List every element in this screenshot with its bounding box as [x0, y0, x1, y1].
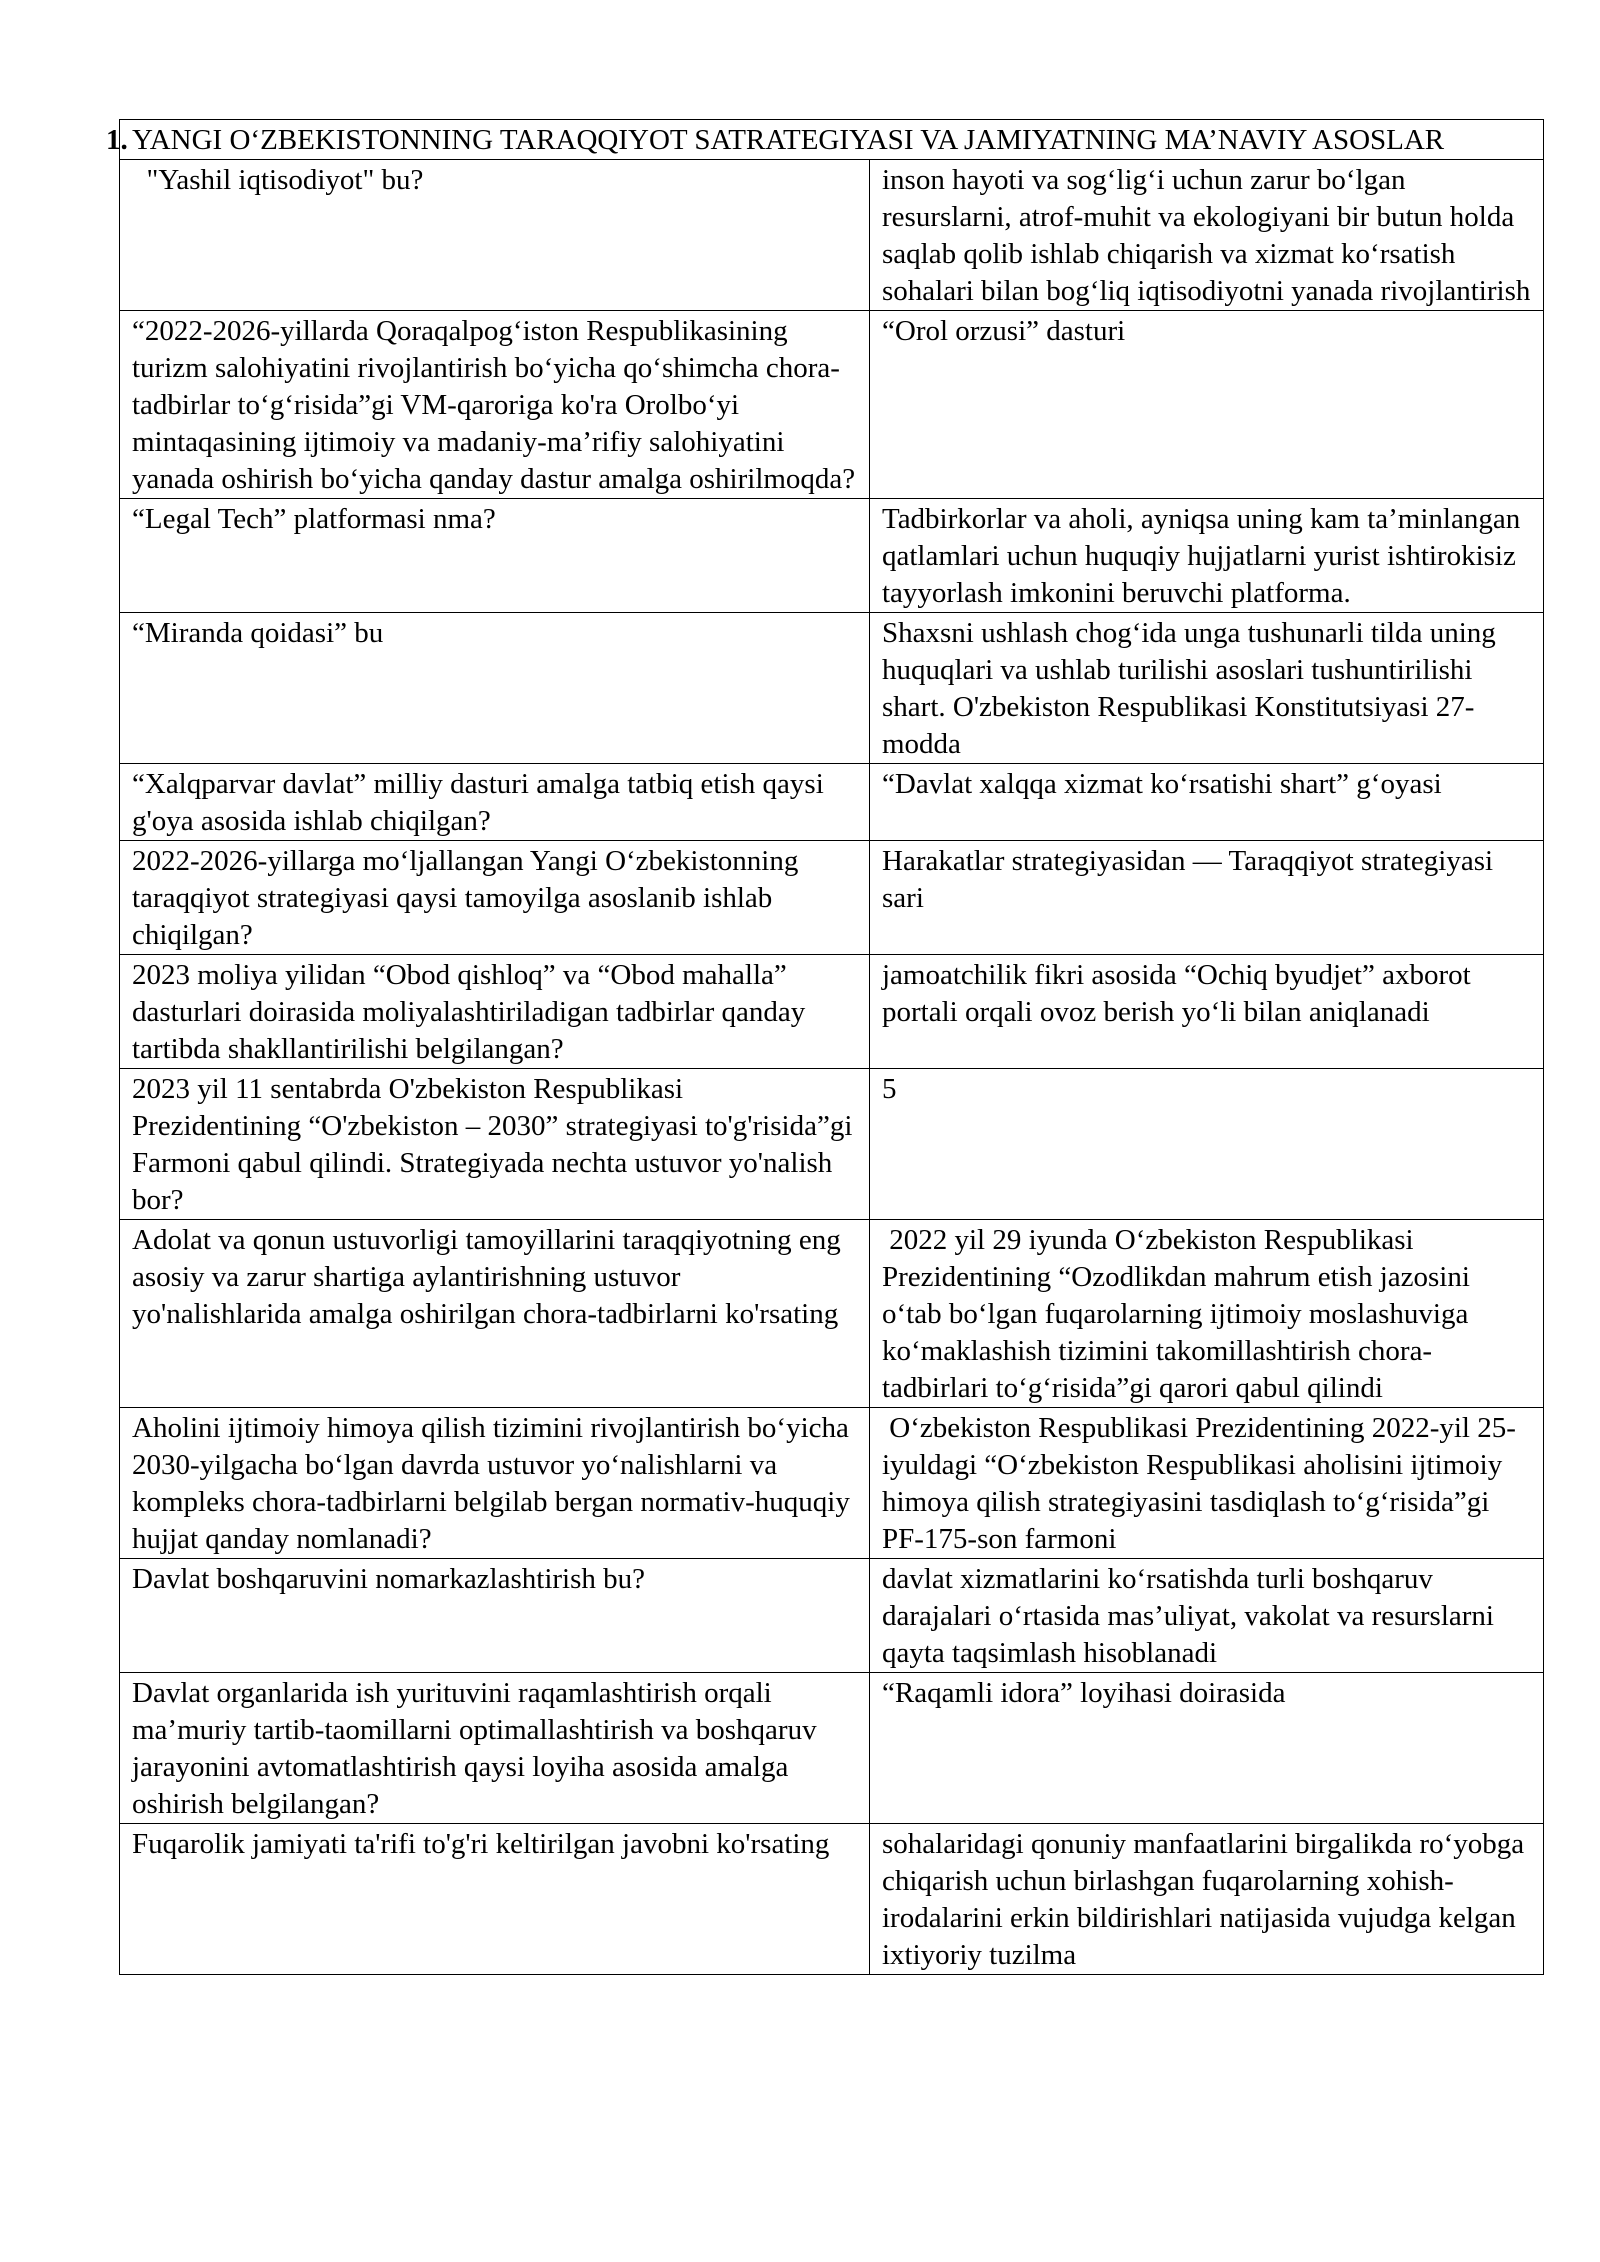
table-row: [120, 955, 1544, 1069]
question-text: Aholini ijtimoiy himoya qilish tizimini rivojlantirish bo‘yicha 2030-yilgacha bo‘lgan davrda ustuvor yo‘nalishlarni va kompleks chora-tadbirlarni belgilab bergan normativ-huquqiy hujjat qanday nomlanadi?: [132, 1412, 858, 1555]
answer-cell: [870, 1069, 1544, 1220]
question-cell: [120, 1673, 870, 1824]
qa-table: [106, 119, 1544, 1975]
answer-text: jamoatchilik fikri asosida “Ochiq byudjet” axborot portali orqali ovoz berish yo‘li bilan aniqlanadi: [882, 959, 1478, 1028]
question-text: 2023 moliya yilidan “Obod qishloq” va “Obod mahalla” dasturlari doirasida moliyalashtiriladigan tadbirlar qanday tartibda shakllantirilishi belgilangan?: [132, 959, 813, 1065]
answer-text: Harakatlar strategiyasidan — Taraqqiyot strategiyasi sari: [882, 845, 1501, 914]
question-text: "Yashil iqtisodiyot" bu?: [132, 164, 424, 196]
answer-cell: [870, 1824, 1544, 1975]
question-text: Adolat va qonun ustuvorligi tamoyillarini taraqqiyotning eng asosiy va zarur shartiga aylantirishning ustuvor yo'nalishlarida amalga oshirilgan chora-tadbirlarni ko'rsating: [132, 1224, 849, 1330]
table-row: [120, 764, 1544, 841]
answer-text: “Orol orzusi” dasturi: [882, 315, 1126, 347]
table-row: [120, 1824, 1544, 1975]
answer-text: “Raqamli idora” loyihasi doirasida: [882, 1677, 1286, 1709]
answer-cell: [870, 1408, 1544, 1559]
table-row: [120, 311, 1544, 499]
answer-text: sohalaridagi qonuniy manfaatlarini birgalikda ro‘yobga chiqarish uchun birlashgan fuqarolarning xohish-irodalarini erkin bildirishlari natijasida vujudga kelgan ixtiyoriy tuzilma: [882, 1828, 1532, 1971]
table-row: [120, 613, 1544, 764]
answer-text: davlat xizmatlarini ko‘rsatishda turli boshqaruv darajalari o‘rtasida mas’uliyat, vakolat va resurslarni qayta taqsimlash hisoblanadi: [882, 1563, 1502, 1669]
answer-cell: [870, 311, 1544, 499]
answer-cell: [870, 1673, 1544, 1824]
answer-cell: [870, 613, 1544, 764]
answer-cell: [870, 1559, 1544, 1673]
answer-text: “Davlat xalqqa xizmat ko‘rsatishi shart” g‘oyasi: [882, 768, 1442, 800]
section-number: 1.: [106, 124, 128, 156]
answer-cell: [870, 841, 1544, 955]
table-row: [120, 499, 1544, 613]
question-cell: [120, 1408, 870, 1559]
table-row: [120, 1559, 1544, 1673]
question-cell: [120, 1824, 870, 1975]
question-text: 2022-2026-yillarga mo‘ljallangan Yangi O‘zbekistonning taraqqiyot strategiyasi qaysi tamoyilga asoslanib ishlab chiqilgan?: [132, 845, 806, 951]
question-text: “Legal Tech” platformasi nma?: [132, 503, 496, 535]
question-cell: [120, 499, 870, 613]
section-heading: [106, 120, 1544, 160]
answer-cell: [870, 1220, 1544, 1408]
question-text: Davlat boshqaruvini nomarkazlashtirish bu?: [132, 1563, 646, 1595]
answer-cell: [870, 955, 1544, 1069]
answer-text: 2022 yil 29 iyunda O‘zbekiston Respublikasi Prezidentining “Ozodlikdan mahrum etish jazosini o‘tab bo‘lgan fuqarolarning ijtimoiy moslashuviga ko‘maklashish tizimini takomillashtirish chora-tadbirlari to‘g‘risida”gi qarori qabul qilindi: [882, 1224, 1478, 1404]
question-text: “Miranda qoidasi” bu: [132, 617, 384, 649]
qa-table-body: [120, 160, 1544, 1975]
question-cell: [120, 160, 870, 311]
table-row: [120, 1408, 1544, 1559]
question-text: “Xalqparvar davlat” milliy dasturi amalga tatbiq etish qaysi g'oya asosida ishlab chiqilgan?: [132, 768, 832, 837]
table-row: [120, 841, 1544, 955]
answer-cell: [870, 499, 1544, 613]
question-cell: [120, 955, 870, 1069]
table-row: [120, 160, 1544, 311]
answer-text: Tadbirkorlar va aholi, ayniqsa uning kam ta’minlangan qatlamlari uchun huquqiy hujjatlarni yurist ishtirokisiz tayyorlash imkonini beruvchi platforma.: [882, 503, 1528, 609]
answer-cell: [870, 160, 1544, 311]
table-row: [120, 1220, 1544, 1408]
table-row: [120, 1069, 1544, 1220]
question-cell: [120, 1069, 870, 1220]
answer-cell: [870, 764, 1544, 841]
document-page: [106, 119, 1543, 1975]
question-cell: [120, 1559, 870, 1673]
question-cell: [120, 311, 870, 499]
answer-text: Shaxsni ushlash chog‘ida unga tushunarli tilda uning huquqlari va ushlab turilishi asoslari tushuntirilishi shart. O'zbekiston Respublikasi Konstitutsiyasi 27-modda: [882, 617, 1504, 760]
question-text: 2023 yil 11 sentabrda O'zbekiston Respublikasi Prezidentining “O'zbekiston – 2030” strategiyasi to'g'risida”gi Farmoni qabul qilindi. Strategiyada nechta ustuvor yo'nalish bor?: [132, 1073, 860, 1216]
question-text: Fuqarolik jamiyati ta'rifi to'g'ri keltirilgan javobni ko'rsating: [132, 1828, 830, 1860]
question-cell: [120, 613, 870, 764]
section-title: YANGI O‘ZBEKISTONNING TARAQQIYOT SATRATEGIYASI VA JAMIYATNING MA’NAVIY ASOSLAR: [132, 124, 1445, 156]
section-header-row: [120, 120, 1544, 160]
table-row: [120, 1673, 1544, 1824]
question-cell: [120, 764, 870, 841]
question-text: “2022-2026-yillarda Qoraqalpog‘iston Respublikasining turizm salohiyatini rivojlantirish bo‘yicha qo‘shimcha chora-tadbirlar to‘g‘risida”gi VM-qaroriga ko'ra Orolbo‘yi mintaqasining ijtimoiy va madaniy-ma’rifiy salohiyatini yanada oshirish bo‘yicha qanday dastur amalga oshirilmoqda?: [132, 315, 856, 495]
question-cell: [120, 1220, 870, 1408]
question-text: Davlat organlarida ish yurituvini raqamlashtirish orqali ma’muriy tartib-taomillarni optimallashtirish va boshqaruv jarayonini avtomatlashtirish qaysi loyiha asosida amalga oshirish belgilangan?: [132, 1677, 824, 1820]
question-cell: [120, 841, 870, 955]
answer-text: inson hayoti va sog‘lig‘i uchun zarur bo‘lgan resurslarni, atrof-muhit va ekologiyani bir butun holda saqlab qolib ishlab chiqarish va xizmat ko‘rsatish sohalari bilan bog‘liq iqtisodiyotni yanada rivojlantirish: [882, 164, 1531, 307]
answer-text: 5: [882, 1073, 897, 1105]
answer-text: O‘zbekiston Respublikasi Prezidentining 2022-yil 25-iyuldagi “O‘zbekiston Respublikasi aholisini ijtimoiy himoya qilish strategiyasini tasdiqlash to‘g‘risida”gi PF-175-son farmoni: [882, 1412, 1516, 1555]
